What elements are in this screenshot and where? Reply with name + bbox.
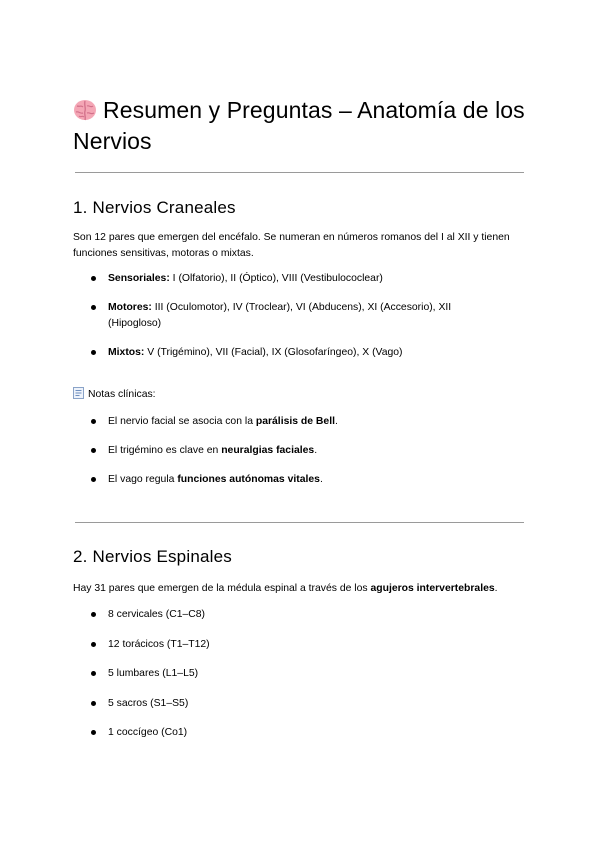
page-title [73, 95, 533, 157]
list-item-text: 8 cervicales (C1–C8) [108, 609, 206, 620]
section-intro-craneales: Son 12 pares que emergen del encéfalo. Se numeran en números romanos del I al XII y tienen funciones sensitivas, motoras o mixtas. [73, 232, 510, 259]
clinical-notes-label [73, 387, 156, 402]
list-item-text: 5 sacros (S1–S5) [108, 698, 189, 709]
bullet-icon [91, 671, 96, 676]
list-item-label: Motores: [108, 302, 152, 313]
list-item [73, 607, 503, 623]
note-text: El nervio facial se asocia con la [108, 416, 256, 427]
list-item-label: Sensoriales: [108, 273, 170, 284]
list-item [73, 696, 503, 712]
bullet-icon [91, 305, 96, 310]
note-emphasis: funciones autónomas vitales [177, 474, 320, 485]
list-item-label: Mixtos: [108, 347, 145, 358]
intro-text: Hay 31 pares que emergen de la médula espinal a través de los [73, 583, 371, 594]
note-end: . [314, 445, 318, 456]
list-item-text: 12 torácicos (T1–T12) [108, 639, 210, 650]
list-item-text: I (Olfatorio), II (Óptico), VIII (Vestibulococlear) [169, 273, 383, 284]
intro-emphasis: agujeros intervertebrales [370, 583, 495, 594]
list-item-text: 5 lumbares (L1–L5) [108, 668, 199, 679]
section-heading-craneales: 1. Nervios Craneales [73, 198, 236, 217]
section-heading-espinales: 2. Nervios Espinales [73, 547, 232, 566]
note-end: . [319, 474, 323, 485]
bullet-icon [91, 612, 96, 617]
divider [75, 172, 524, 173]
bullet-icon [91, 477, 96, 482]
bullet-icon [91, 730, 96, 735]
bullet-icon [91, 448, 96, 453]
bullet-icon [91, 701, 96, 706]
list-item-text: V (Trigémino), VII (Facial), IX (Glosofaríngeo), X (Vago) [144, 347, 403, 358]
clinical-notes-text: Notas clínicas: [88, 389, 156, 400]
bullet-icon [91, 276, 96, 281]
note-emphasis: neuralgias faciales [221, 445, 315, 456]
bullet-icon [91, 642, 96, 647]
note-emphasis: parálisis de Bell [255, 416, 335, 427]
list-item [73, 345, 503, 361]
list-item [73, 443, 503, 459]
brain-icon [73, 99, 97, 121]
intro-end: . [494, 583, 498, 594]
list-item [73, 271, 503, 287]
note-text: El vago regula [108, 474, 178, 485]
bullet-icon [91, 419, 96, 424]
section-intro-espinales [73, 581, 528, 597]
page-title-text: Resumen y Preguntas – Anatomía de los Nervios [73, 97, 525, 154]
list-item [73, 637, 503, 653]
divider [75, 522, 524, 523]
list-item [73, 414, 503, 430]
note-text: El trigémino es clave en [108, 445, 222, 456]
list-item [73, 725, 503, 741]
list-item [73, 666, 503, 682]
list-item [73, 300, 503, 331]
bullet-icon [91, 350, 96, 355]
list-item-text: III (Oculomotor), IV (Troclear), VI (Abducens), XI (Accesorio), XII (Hipogloso) [108, 302, 452, 329]
list-item [73, 472, 503, 488]
memo-icon [73, 387, 84, 399]
list-item-text: 1 coccígeo (Co1) [108, 727, 188, 738]
note-end: . [334, 416, 338, 427]
